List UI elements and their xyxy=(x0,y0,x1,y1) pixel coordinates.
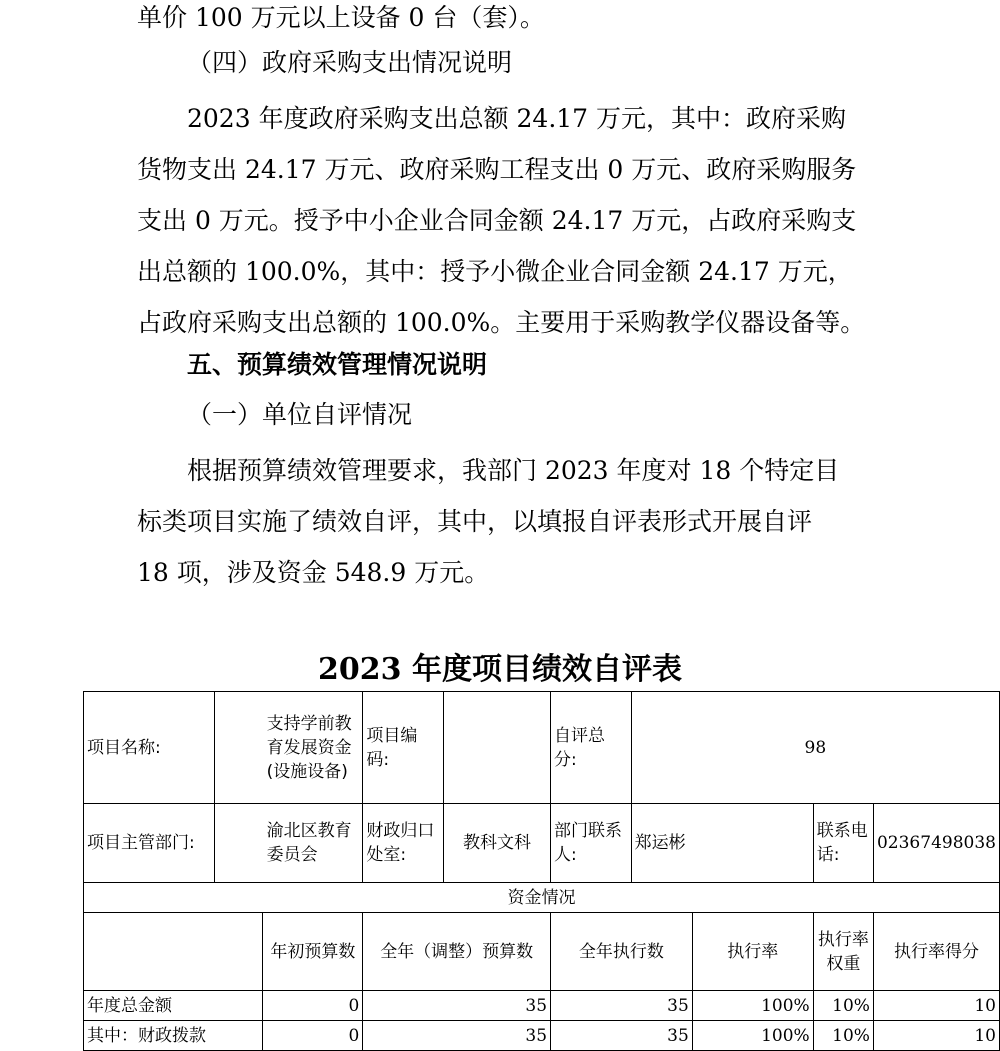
project-code-value xyxy=(443,692,550,804)
table-row xyxy=(84,883,1000,913)
column-header: 全年（调整）预算数 xyxy=(363,913,551,991)
paragraph-line: 标类项目实施了绩效自评，其中，以填报自评表形式开展自评 xyxy=(137,507,813,536)
column-header: 执行率 xyxy=(692,913,813,991)
column-header: 执行率得分 xyxy=(873,913,999,991)
cell-score: 10 xyxy=(873,991,999,1021)
cell-adjusted: 35 xyxy=(363,1021,551,1051)
cell-weight: 10% xyxy=(813,991,873,1021)
table-row xyxy=(84,692,1000,804)
dept-label: 项目主管部门: xyxy=(84,804,215,883)
column-header xyxy=(84,913,263,991)
self-score-label: 自评总分: xyxy=(551,692,632,804)
paragraph-line: 根据预算绩效管理要求，我部门 2023 年度对 18 个特定目 xyxy=(187,456,840,485)
table-row xyxy=(84,991,1000,1021)
section-heading-5-1: （一）单位自评情况 xyxy=(187,400,413,429)
contact-value: 郑运彬 xyxy=(631,804,813,883)
contact-label: 部门联系人: xyxy=(551,804,632,883)
finance-office-label: 财政归口处室: xyxy=(363,804,444,883)
phone-value: 02367498038 xyxy=(873,804,999,883)
project-name-value: 支持学前教育发展资金(设施设备) xyxy=(214,692,363,804)
finance-office-value: 教科文科 xyxy=(443,804,550,883)
paragraph-line: 出总额的 100.0%，其中：授予小微企业合同金额 24.17 万元， xyxy=(137,257,853,286)
cell-executed: 35 xyxy=(551,991,693,1021)
cell-initial: 0 xyxy=(263,991,363,1021)
project-code-label: 项目编码: xyxy=(363,692,444,804)
table-title: 2023 年度项目绩效自评表 xyxy=(318,652,682,687)
funds-header: 资金情况 xyxy=(84,883,1000,913)
paragraph-self-eval xyxy=(137,446,897,599)
paragraph-line: 18 项，涉及资金 548.9 万元。 xyxy=(137,558,490,587)
section-heading-4: （四）政府采购支出情况说明 xyxy=(187,48,513,77)
paragraph-line: 货物支出 24.17 万元、政府采购工程支出 0 万元、政府采购服务 xyxy=(137,155,857,184)
performance-table xyxy=(83,691,1000,1051)
cell-weight: 10% xyxy=(813,1021,873,1051)
row-label: 年度总金额 xyxy=(84,991,263,1021)
table-row xyxy=(84,804,1000,883)
project-name-label: 项目名称: xyxy=(84,692,215,804)
cell-score: 10 xyxy=(873,1021,999,1051)
cell-rate: 100% xyxy=(692,991,813,1021)
section-heading-5: 五、预算绩效管理情况说明 xyxy=(187,350,488,379)
cell-rate: 100% xyxy=(692,1021,813,1051)
cell-adjusted: 35 xyxy=(363,991,551,1021)
column-header: 全年执行数 xyxy=(551,913,693,991)
table-header-row xyxy=(84,913,1000,991)
paragraph-line: 占政府采购支出总额的 100.0%。主要用于采购教学仪器设备等。 xyxy=(137,308,866,337)
cell-executed: 35 xyxy=(551,1021,693,1051)
dept-value: 渝北区教育委员会 xyxy=(214,804,363,883)
text-line: 单价 100 万元以上设备 0 台（套）。 xyxy=(137,3,545,32)
paragraph-line: 支出 0 万元。授予中小企业合同金额 24.17 万元，占政府采购支 xyxy=(137,206,857,235)
column-header: 执行率权重 xyxy=(813,913,873,991)
row-label: 其中：财政拨款 xyxy=(84,1021,263,1051)
table-row xyxy=(84,1021,1000,1051)
column-header: 年初预算数 xyxy=(263,913,363,991)
paragraph-procurement xyxy=(137,94,897,349)
paragraph-line: 2023 年度政府采购支出总额 24.17 万元，其中：政府采购 xyxy=(187,104,847,133)
self-score-value: 98 xyxy=(631,692,999,804)
phone-label: 联系电话: xyxy=(813,804,873,883)
cell-initial: 0 xyxy=(263,1021,363,1051)
